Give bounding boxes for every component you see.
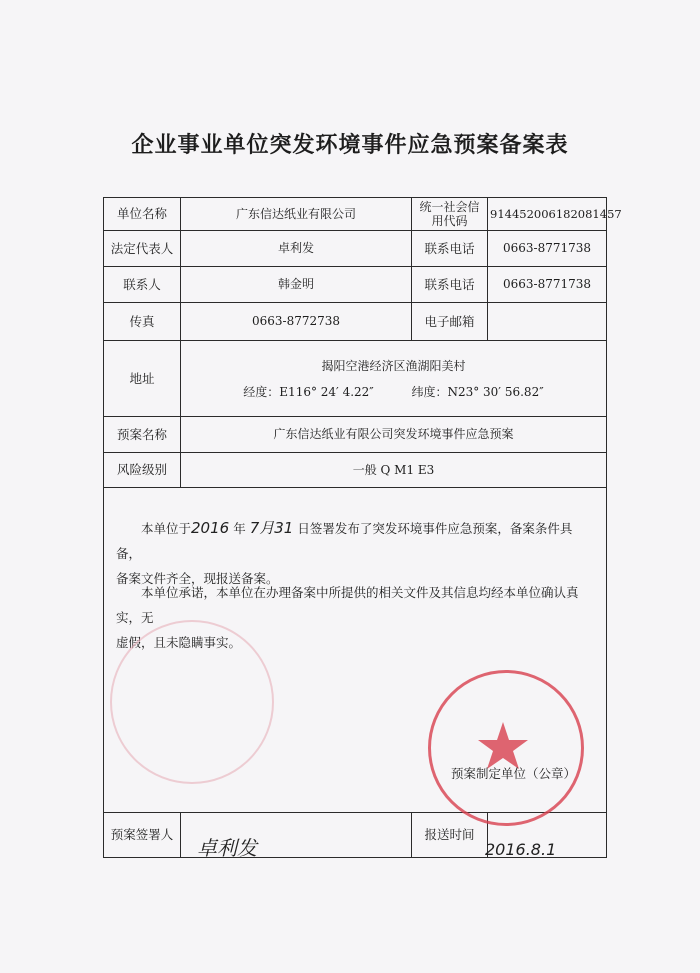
table-row bbox=[104, 198, 607, 231]
submit-date: 2016.8.1 bbox=[485, 840, 557, 859]
company-seal bbox=[428, 670, 584, 826]
contact-phone-value: 0663-8771738 bbox=[488, 267, 607, 303]
latitude-value: 纬度：N23° 30′ 56.82″ bbox=[411, 384, 544, 399]
plan-unit-label: 预案制定单位（公章） bbox=[451, 766, 577, 781]
risk-level-label: 风险级别 bbox=[104, 453, 181, 488]
plan-name-value: 广东信达纸业有限公司突发环境事件应急预案 bbox=[181, 417, 607, 453]
table-row bbox=[104, 453, 607, 488]
credit-code-value: 914452006182081457 bbox=[488, 198, 607, 231]
statement-paragraph-2: 本单位承诺，本单位在办理备案中所提供的相关文件及其信息均经本单位确认真实，无 虚假，且未隐瞒事实。 bbox=[116, 585, 579, 650]
table-row bbox=[104, 267, 607, 303]
email-label: 电子邮箱 bbox=[412, 303, 488, 341]
legal-rep-phone-label: 联系电话 bbox=[412, 231, 488, 267]
credit-code-label: 统一社会信用代码 bbox=[412, 198, 488, 231]
signature: 卓利发 bbox=[197, 836, 257, 860]
unit-name-label: 单位名称 bbox=[104, 198, 181, 231]
signer-label: 预案签署人 bbox=[104, 813, 181, 858]
page-title: 企业事业单位突发环境事件应急预案备案表 bbox=[131, 133, 569, 158]
table-row bbox=[104, 417, 607, 453]
risk-level-value: 一般 Q M1 E3 bbox=[181, 453, 607, 488]
handwritten-year: 2016 bbox=[191, 519, 230, 537]
submit-time-label: 报送时间 bbox=[412, 813, 488, 858]
table-row bbox=[104, 341, 607, 417]
contact-label: 联系人 bbox=[104, 267, 181, 303]
unit-name-value: 广东信达纸业有限公司 bbox=[181, 198, 412, 231]
contact-phone-label: 联系电话 bbox=[412, 267, 488, 303]
table-row bbox=[104, 231, 607, 267]
legal-rep-value: 卓利发 bbox=[181, 231, 412, 267]
address-label: 地址 bbox=[104, 341, 181, 417]
table-row bbox=[104, 303, 607, 341]
fax-label: 传真 bbox=[104, 303, 181, 341]
handwritten-month-day: 7月31 bbox=[249, 519, 294, 537]
fax-value: 0663-8772738 bbox=[181, 303, 412, 341]
contact-value: 韩金明 bbox=[181, 267, 412, 303]
legal-rep-label: 法定代表人 bbox=[104, 231, 181, 267]
faint-stamp bbox=[110, 620, 274, 784]
plan-name-label: 预案名称 bbox=[104, 417, 181, 453]
seal-star-icon bbox=[428, 670, 578, 820]
email-value bbox=[488, 303, 607, 341]
statement-paragraph-1: 本单位于2016 年 7月31 日签署发布了突发环境事件应急预案，备案条件具备， 备案文件齐全，现报送备案。 bbox=[116, 519, 573, 586]
longitude-value: 经度：E116° 24′ 4.22″ bbox=[243, 384, 374, 399]
legal-rep-phone-value: 0663-8771738 bbox=[488, 231, 607, 267]
address-value: 揭阳空港经济区渔湖阳美村 bbox=[321, 358, 466, 373]
